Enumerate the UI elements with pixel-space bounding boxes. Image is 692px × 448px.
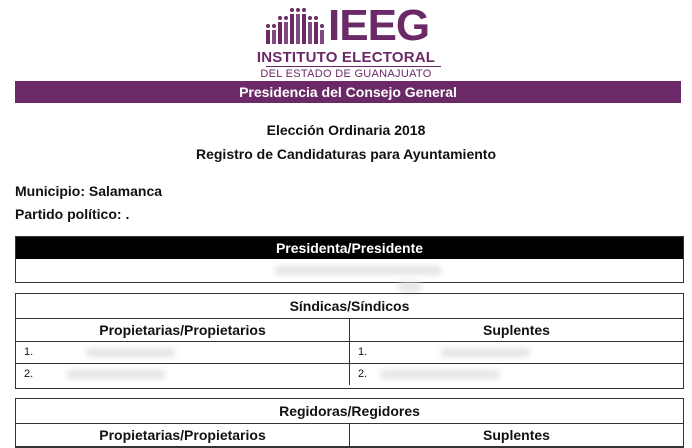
- table-row: [16, 342, 349, 364]
- row-number: 2.: [24, 368, 34, 380]
- regidores-section: [15, 398, 684, 448]
- presidencia-title: Presidenta/Presidente: [16, 237, 683, 259]
- election-title: Elección Ordinaria 2018: [266, 122, 426, 138]
- table-row: [16, 364, 349, 385]
- sindicos-propietarios-column: [16, 319, 349, 385]
- redacted-name: [66, 370, 166, 379]
- logo-institution-state: DEL ESTADO DE GUANAJUATO: [260, 68, 432, 80]
- ieeg-logo: [0, 1, 692, 80]
- sindicos-suplentes-column: [349, 319, 683, 385]
- registry-title: Registro de Candidaturas para Ayuntamiento: [195, 146, 496, 162]
- table-row: [350, 364, 683, 385]
- propietarios-header: Propietarias/Propietarios: [16, 319, 349, 342]
- redacted-name: [274, 266, 442, 275]
- suplentes-header: Suplentes: [350, 424, 683, 447]
- presidencia-row: [16, 259, 683, 282]
- row-number: 1.: [358, 346, 368, 358]
- redacted-mark: [398, 282, 422, 292]
- row-number: 1.: [24, 346, 34, 358]
- redacted-name: [86, 348, 176, 357]
- row-number: 2.: [358, 368, 368, 380]
- ieeg-people-icon: [266, 8, 326, 44]
- redacted-name: [380, 370, 500, 379]
- council-banner: Presidencia del Consejo General: [15, 81, 681, 103]
- partido-field: Partido político: .: [15, 206, 130, 222]
- sindicos-columns: [16, 319, 683, 385]
- propietarios-header: Propietarias/Propietarios: [16, 424, 349, 447]
- municipio-field: Municipio: Salamanca: [15, 183, 163, 199]
- logo-acronym: IEEG: [328, 1, 430, 50]
- presidencia-section: [15, 236, 684, 283]
- logo-divider: [266, 66, 441, 67]
- logo-institution-name: INSTITUTO ELECTORAL: [256, 49, 436, 66]
- regidores-title: Regidoras/Regidores: [16, 399, 683, 424]
- suplentes-header: Suplentes: [350, 319, 683, 342]
- table-row: [350, 342, 683, 364]
- sindicos-title: Síndicas/Síndicos: [16, 294, 683, 319]
- redacted-name: [440, 348, 530, 357]
- sindicos-section: [15, 293, 684, 389]
